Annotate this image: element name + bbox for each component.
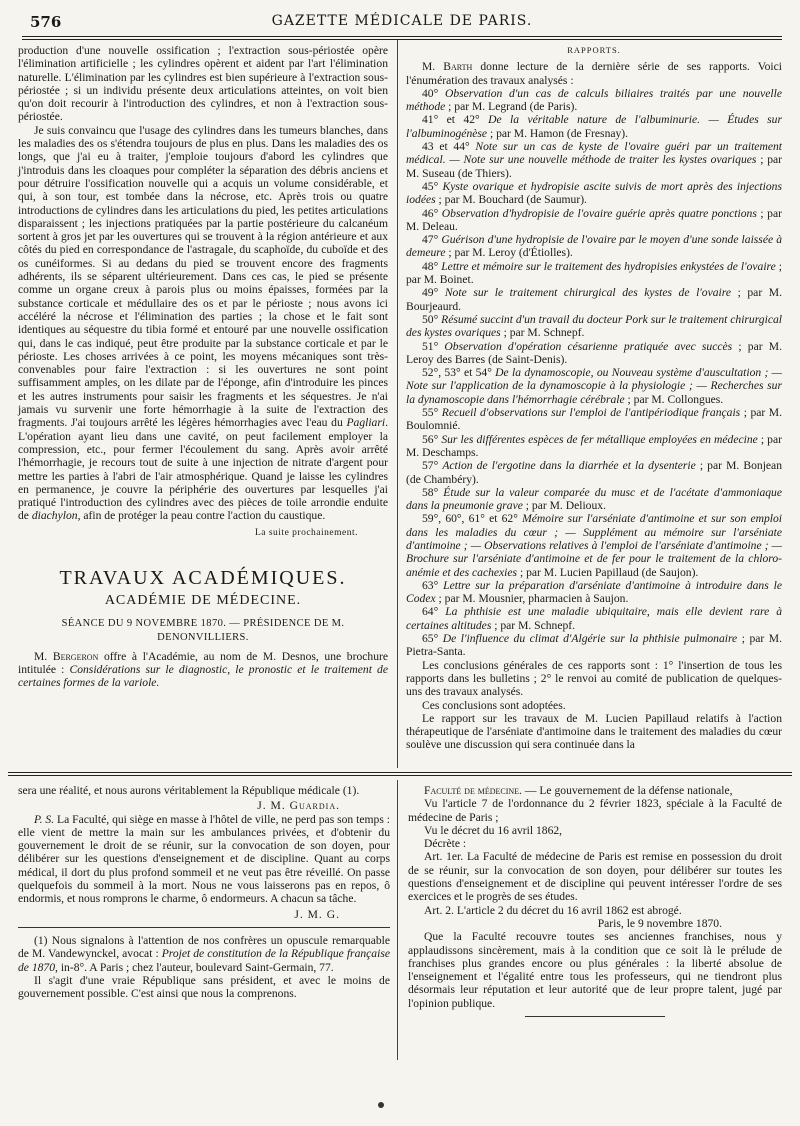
footnote-rule <box>18 927 390 928</box>
report-item <box>406 286 782 313</box>
report-item <box>406 340 782 367</box>
left-column-top <box>18 44 388 690</box>
paragraph: Faculté de médecine. — Le gouvernement de la défense nationale, <box>424 784 733 797</box>
report-number: 52°, 53° et 54° <box>422 366 496 380</box>
paragraph: P. S. La Faculté, qui siège en masse à l'hôtel de ville, ne perd pas son temps : elle vient de mettre la main sur les ambulances privées, et d'obtenir du gouvernement le droit de se réunir, sur la convocation de son doyen, pour délibérer sur les questions d'enseignement et de discipline. Quant au corps médical, il dort du plus profond sommeil et ne veut pas être réveillé. On passe quelquefois du sommeil à la mort. Nous ne vous laisserons pas en repos, ô endormis, et nous romprons le charme, ô endormeurs. A chacun sa tâche. <box>18 812 390 906</box>
paragraph: sera une réalité, et nous aurons véritablement la République médicale (1). <box>18 784 360 797</box>
report-author: ; par M. Lucien Papillaud (de Saujon). <box>517 565 699 579</box>
report-number: 43 et 44° <box>422 140 476 154</box>
report-title: Observation d'un cas de calculs biliaires traités par une nouvelle méthode <box>406 86 782 114</box>
report-number: 65° <box>422 632 443 646</box>
report-author: ; par M. Leroy des Barres (de Saint-Denis). <box>406 339 782 366</box>
report-item <box>406 632 782 659</box>
section-subtitle: ACADÉMIE DE MÉDECINE. <box>104 592 302 608</box>
report-author: ; par M. Delioux. <box>522 499 606 513</box>
paragraph: Le rapport sur les travaux de M. Lucien Papillaud relatifs à l'action thérapeutique de l'arséniate d'antimoine dans le traitement des maladies du cœur soulève une discussion qui sera continuée dans la <box>406 711 782 752</box>
report-author: ; par M. Schnepf. <box>491 618 576 632</box>
reports-list <box>406 87 782 659</box>
report-number: 40° <box>422 86 445 100</box>
signature: J. M. G. <box>294 907 340 921</box>
report-title: Résumé succint d'un travail du docteur Pork sur le traitement chirurgical des kystes ovariques <box>406 312 782 340</box>
report-title: Lettre et mémoire sur le traitement des hydropisies enkystées de l'ovaire <box>441 259 776 273</box>
signature: J. M. Guardia. <box>257 799 340 813</box>
paragraph: Vu l'article 7 de l'ordonnance du 2 février 1823, spéciale à la Faculté de médecine de Paris ; <box>408 797 782 824</box>
report-author: ; par M. Bouchard (de Saumur). <box>435 193 587 207</box>
section-rule <box>8 772 792 773</box>
footnote: (1) Nous signalons à l'attention de nos confrères un opuscule remarquable de M. Vandewynckel, avocat : Projet de constitution de la République française de 1870, in-8°. A Paris ; chez l'auteur, boulevard Saint-Germain, 77. <box>18 933 390 974</box>
report-item <box>406 87 782 114</box>
report-title: De l'influence du climat d'Algérie sur la phthisie pulmonaire <box>442 632 738 646</box>
report-author: ; par M. Deschamps. <box>406 432 782 459</box>
report-number: 64° <box>422 605 446 619</box>
report-item <box>406 113 782 140</box>
report-author: ; par M. Bonjean (de Chambéry). <box>406 459 783 486</box>
report-item <box>406 459 782 486</box>
section-rule-double <box>8 775 792 776</box>
date-line: Paris, le 9 novembre 1870. <box>597 916 722 930</box>
report-item <box>406 260 782 287</box>
right-column-bottom <box>408 784 782 1017</box>
report-title: Mémoire sur l'arséniate d'antimoine et sur son emploi dans les maladies du cœur ; — Supplément au mémoire sur l'arséniate d'antimoine ; — Observations relatives à l'emploi de l'arséniate d'antimoine ; — Brochure sur l'arséniate d'antimoine et de fer pour le traitement de la chloro-anémie et des cachexies <box>406 512 783 579</box>
report-author: ; par M. Deleau. <box>406 206 782 233</box>
paragraph: Les conclusions générales de ces rapports sont : 1° l'insertion de tous les rapports dans les bulletins ; 2° le renvoi au comité de publication de quelques-uns des travaux analysés. <box>406 658 782 699</box>
header-rule-double <box>22 39 782 40</box>
report-item <box>406 406 782 433</box>
report-number: 41° et 42° <box>422 113 489 127</box>
report-number: 55° <box>422 406 442 420</box>
report-title: Note sur le traitement chirurgical des kystes de l'ovaire <box>444 286 731 300</box>
report-title: Étude sur la valeur comparée du musc et de l'acétate d'ammoniaque dans la pneumonie grave <box>406 485 782 513</box>
report-title: La phthisie est une maladie ubiquitaire, mais elle devient rare à certaines altitudes <box>406 605 782 632</box>
report-item <box>406 512 782 578</box>
to-be-continued: La suite prochainement. <box>254 527 358 538</box>
column-divider <box>397 780 398 1060</box>
report-author: ; par M. Hamon (de Fresnay). <box>487 126 629 140</box>
paragraph: Décrète : <box>424 837 467 851</box>
report-author: ; par M. Boinet. <box>406 259 782 287</box>
report-number: 56° <box>422 432 442 446</box>
paragraph: Je suis convaincu que l'usage des cylindres dans les tumeurs blanches, dans les maladies des os s'étendra toujours de plus en plus. Dans les maladies des os longs, que j'ai eu à traiter, j'emploie toujours d'abord les cylindres que j'introduis dans les cloaques pour compléter la séparation des débris anciens et pour détruire l'ossification nouvelle qui a acquis un volume considérable, et qui, à son tour, est tombée dans la nécrose, etc. Après trois ou quatre introductions de cylindres dans les articulations du pied, les petites articulations disparaissent ; les injections pratiquées par la partie postérieure du calcanéum sortent à gros jet par les ouvertures qui se trouvent à la région antérieure et aux côtés du pied en correspondance de l'astragale, du scaphoïde, du cuboïde et des os cunéiformes. Si au dedans du pied se trouvent encore des fragments adhérents, ils se séparent ultérieurement. Dans ces cas, le pied se présente comme un organe creux à parois plus ou moins épaisses, formées par la substance corticale et médullaire des os et par le périoste ; nous avons ici accéléré la nécrose et l'élimination des parties ; la chose et le fait sont identiques au séquestre du tibia formé et entouré par une nouvelle ossification qui, dans le cas indiqué, peut être produite par la substance corticale et par le périoste. Les choses arrivées à ce point, les moyens mécaniques sont très-convenables pour faire l'extraction : si les ouvertures ne sont point suffisamment amples, on les dilate par de l'éponge, afin d'introduire les pinces et les autres instruments pour saisir les fragments et les séquestres. Je n'ai jamais vu survenir une forte hémorrhagie à la suite de l'extraction des fragments. J'ai toujours arrêté les légères hémorrhagies avec l'eau du Pagliari. L'opération ayant lieu dans une cavité, on peut facilement employer la compression, etc., pour fermer l'écoulement du sang. Après avoir arrêté l'hémorrhagie, je recours tout de suite à une injection de nitrate d'argent pour mettre les parties à l'abri de l'air atmosphérique. Quand je laisse les cylindres en permanence, je couvre la périphérie des ouvertures par lesquelles j'ai pratiqué l'introduction des cylindres avec des pièces de toile arrondie enduite de diachylon, afin de protéger la peau contre l'action du caustique. <box>18 123 388 523</box>
report-item <box>406 486 782 513</box>
report-number: 47° <box>422 233 442 247</box>
paragraph: production d'une nouvelle ossification ; l'extraction sous-périostée opère l'élimination artificielle ; les cylindres opèrent et aident par l'art l'élimination naturelle. L'élimination par les cylindres est bien supérieure à l'extraction sous-périostée ; si un individu présente deux articulations atteintes, on voit bien qu'on doit recourir à l'introduction des cylindres, et non à l'extraction sous-périostée. <box>18 44 388 124</box>
header-rule <box>22 36 782 37</box>
report-title: Sur les différentes espèces de fer métallique employées en médecine <box>441 432 758 446</box>
report-number: 57° <box>422 459 443 473</box>
report-item <box>406 579 782 606</box>
report-author: ; par M. Legrand (de Paris). <box>445 100 578 114</box>
report-title: Action de l'ergotine dans la diarrhée et la dysenterie <box>442 459 696 473</box>
report-title: Observation d'opération césarienne pratiquée avec succès <box>444 339 733 353</box>
report-number: 48° <box>422 259 442 273</box>
report-number: 58° <box>422 485 444 499</box>
paragraph: M. Bergeron offre à l'Académie, au nom de M. Desnos, une brochure intitulée : Considérations sur le diagnostic, le pronostic et le traitement de certaines formes de la variole. <box>18 649 389 690</box>
report-title: Guérison d'une hydropisie de l'ovaire par le moyen d'une sonde laissée à demeure <box>406 233 782 260</box>
report-number: 51° <box>422 339 445 353</box>
report-author: ; par M. Collongues. <box>624 392 724 406</box>
report-item <box>406 366 782 406</box>
paragraph: M. Barth donne lecture de la dernière série de ses rapports. Voici l'énumération des travaux analysés : <box>406 60 782 87</box>
report-number: 45° <box>422 179 443 193</box>
report-author: ; par M. Suseau (de Thiers). <box>406 153 782 180</box>
right-column-top <box>406 44 782 752</box>
report-title: Observation d'hydropisie de l'ovaire guérie après quatre ponctions <box>441 206 757 220</box>
left-column-bottom <box>18 784 390 1000</box>
report-title: Kyste ovarique et hydropisie ascite suivis de mort après des injections iodées <box>406 179 782 207</box>
report-author: ; par M. Schnepf. <box>500 326 585 340</box>
report-author: ; par M. Mousnier, pharmacien à Saujon. <box>435 592 629 606</box>
report-number: 63° <box>422 578 444 592</box>
ornament-dot <box>378 1102 384 1108</box>
report-item <box>406 180 782 207</box>
report-title: Note sur un cas de kyste de l'ovaire guéri par un traitement médical. — Note sur une nouvelle méthode de traiter les kystes ovariques <box>406 140 782 167</box>
column-divider <box>397 40 398 768</box>
journal-title: GAZETTE MÉDICALE DE PARIS. <box>271 13 533 29</box>
section-title: TRAVAUX ACADÉMIQUES. <box>59 566 347 589</box>
report-title: Recueil d'observations sur l'emploi de l'antipériodique français <box>441 406 741 420</box>
report-author: ; par M. Boulomnié. <box>406 406 782 433</box>
report-item <box>406 313 782 340</box>
paragraph: Vu le décret du 16 avril 1862, <box>424 823 563 837</box>
report-item <box>406 233 782 260</box>
report-item <box>406 605 782 632</box>
report-item <box>406 140 782 180</box>
end-rule <box>525 1016 665 1017</box>
report-item <box>406 433 782 460</box>
report-number: 50° <box>422 312 442 326</box>
paragraph: Ces conclusions sont adoptées. <box>422 698 566 712</box>
report-title: Lettre sur la préparation d'arséniate d'antimoine à introduire dans le Codex <box>406 578 782 606</box>
paragraph: Art. 2. L'article 2 du décret du 16 avril 1862 est abrogé. <box>424 903 682 917</box>
paragraph: Que la Faculté recouvre toutes ses anciennes franchises, nous y applaudissons sincèrement, mais à la condition que ce soit là le prélude de franchises plus grandes encore ou plus générales : la liberté absolue de l'enseignement et l'égalité entre tous les professeurs, qui ne tiendront plus désormais leur réputation et leur autorité que de leur propre talent, jugé par l'opinion publique. <box>408 930 782 1010</box>
report-title: De la dynamoscopie, ou Nouveau système d'auscultation ; — Note sur l'application de la dynamoscopie à la physiologie ; — Recherches sur la dynamoscopie dans l'hémorrhagie cérébrale <box>406 366 782 406</box>
page-header <box>22 8 782 34</box>
page-number: 576 <box>30 13 62 31</box>
report-number: 59°, 60°, 61° et 62° <box>422 512 523 526</box>
report-item <box>406 207 782 234</box>
session-line: SÉANCE DU 9 NOVEMBRE 1870. — PRÉSIDENCE DE M. DENONVILLIERS. <box>61 618 345 643</box>
report-author: ; par M. Bourjeaurd. <box>406 286 782 313</box>
report-number: 46° <box>422 206 442 220</box>
report-author: ; par M. Pietra-Santa. <box>406 632 782 659</box>
report-number: 49° <box>422 286 445 300</box>
reports-heading: RAPPORTS. <box>567 45 621 55</box>
report-author: ; par M. Leroy (d'Étiolles). <box>445 246 573 260</box>
paragraph: Art. 1er. La Faculté de médecine de Paris est remise en possession du droit de se réunir, sur la convocation de son doyen, pour délibérer sur toutes les questions d'enseignement et de discipline qui peuvent intéresser l'ordre de ses exercices et le progrès de ses études. <box>408 850 782 904</box>
footnote: Il s'agit d'une vraie République sans président, et avec le moins de gouvernement possible. C'est ainsi que nous la comprenons. <box>18 973 390 1001</box>
report-title: De la véritable nature de l'albuminurie. — Études sur l'albuminogénèse <box>406 113 782 140</box>
